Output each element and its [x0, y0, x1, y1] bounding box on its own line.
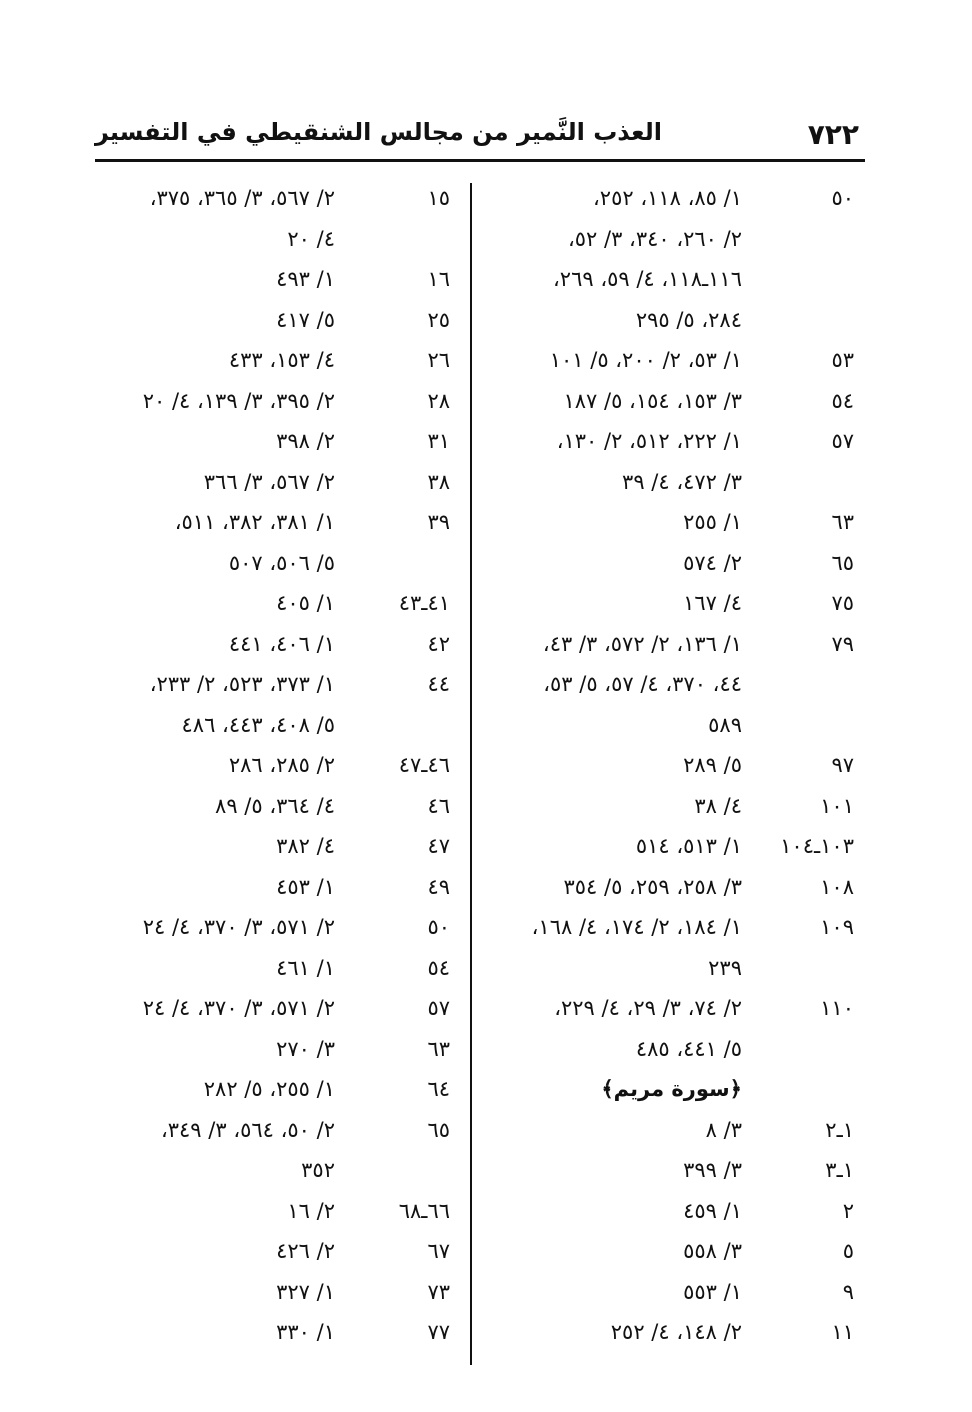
page-references: ١/ ٤٦١ [276, 955, 335, 980]
page-references: ٤/ ٢٠ [287, 226, 335, 251]
page-references: ٢/ ٥٦٧، ٣/ ٣٦٥، ٣٧٥، [149, 186, 335, 210]
left-index-row [0, 705, 972, 745]
verse-number: ١٦ [427, 267, 450, 291]
verse-number: ٣١ [427, 429, 450, 453]
verse-number [370, 543, 450, 583]
verse-number: ٧٣ [427, 1279, 450, 1304]
left-index-row [0, 381, 972, 421]
left-index-row [0, 1191, 972, 1231]
page-references: ٣/ ٥٥٨ [683, 1239, 742, 1263]
page-references: ١/ ٥٣، ٢/ ٢٠٠، ٥/ ١٠١ [549, 348, 742, 372]
page-references: ٣٥٢ [301, 1158, 335, 1182]
verse-number: ٤٦ـ٤٧ [398, 753, 450, 777]
page-references: ٢٣٩ [708, 955, 742, 980]
page-references: ٤/ ١٥٣، ٤٣٣ [228, 348, 335, 372]
page-references: ٢/ ١٤٨، ٤/ ٢٥٢ [610, 1320, 742, 1344]
page-references: ١/ ٤٥٣ [276, 874, 335, 899]
verse-number [370, 705, 450, 745]
page-references: ٥/ ٥٠٦، ٥٠٧ [228, 550, 335, 575]
page-references: ٢/ ٥٧٤ [683, 550, 742, 575]
left-index-row [0, 543, 972, 583]
page-references: ٢/ ٥٧١، ٣/ ٣٧٠، ٤/ ٢٤ [142, 915, 335, 939]
verse-number: ٥٧ [831, 429, 854, 453]
verse-number: ٥٤ [427, 955, 450, 980]
verse-number: ٥٠ [831, 186, 854, 210]
left-index-row [0, 340, 972, 380]
page-references: ٤/ ٣٨٢ [276, 834, 335, 858]
left-index-row [0, 502, 972, 542]
page-references: ١١٦ـ١١٨، ٤/ ٥٩، ٢٦٩، [553, 267, 742, 291]
left-index-row [0, 826, 972, 866]
page-references: ٣/ ٢٧٠ [276, 1036, 335, 1061]
verse-number: ٤٢ [427, 631, 450, 656]
page-references: ٥/ ٤١٧ [276, 307, 335, 332]
page-references: ٢/ ٢٦٠، ٣٤٠، ٣/ ٥٢، [567, 226, 742, 251]
verse-number: ٤٧ [427, 834, 450, 858]
left-index-row [0, 583, 972, 623]
verse-number: ٤٤ [427, 672, 450, 696]
verse-number: ١٠٨ [820, 874, 854, 899]
left-index-row [0, 907, 972, 947]
left-index-row [0, 664, 972, 704]
left-index-row [0, 786, 972, 826]
verse-number: ٢٨ [427, 388, 450, 413]
verse-number: ١ـ٢ [825, 1117, 854, 1142]
verse-number: ٦٧ [427, 1239, 450, 1263]
left-index-row [0, 1110, 972, 1150]
page-references: ١/ ٢٥٥، ٥/ ٢٨٢ [203, 1077, 335, 1101]
verse-number: ١٠٩ [820, 915, 854, 939]
left-index-row [0, 259, 972, 299]
verse-number [370, 219, 450, 259]
verse-number: ٣٨ [427, 469, 450, 494]
verse-number: ٦٦ـ٦٨ [398, 1198, 450, 1223]
page-references: ٤/ ٣٦٤، ٥/ ٨٩ [215, 793, 335, 818]
page-references: ٣/ ١٥٣، ١٥٤، ٥/ ١٨٧ [563, 388, 742, 413]
left-index-row [0, 1312, 972, 1352]
page-references: ١/ ١٨٤، ٢/ ١٧٤، ٤/ ١٦٨، [531, 915, 742, 939]
verse-number: ٥ [842, 1239, 854, 1263]
page-references: ٢/ ٧٤، ٣/ ٢٩، ٤/ ٢٢٩، [554, 996, 742, 1020]
verse-number: ١١٠ [820, 996, 854, 1020]
page-number: ٧٢٢ [807, 118, 859, 151]
header-rule [95, 159, 865, 162]
page-references: ٣/ ٣٩٩ [683, 1158, 742, 1182]
verse-number: ٢٥ [427, 307, 450, 332]
left-index-row [0, 988, 972, 1028]
page-references: ٣/ ٢٥٨، ٢٥٩، ٥/ ٣٥٤ [563, 874, 742, 899]
verse-number: ٣٩ [427, 510, 450, 534]
page-references: ١/ ١٣٦، ٢/ ٥٧٢، ٣/ ٤٣، [542, 631, 742, 656]
page-references: ١/ ٤٩٣ [276, 267, 335, 291]
verse-number: ٦٤ [427, 1077, 450, 1101]
page-references: ٢/ ٥٦٧، ٣/ ٣٦٦ [203, 469, 335, 494]
verse-number: ٦٣ [831, 510, 854, 534]
verse-number: ٧٥ [831, 591, 854, 615]
page-references: ١/ ٤٠٥ [276, 591, 335, 615]
verse-number: ٥٤ [831, 388, 854, 413]
left-index-row [0, 421, 972, 461]
left-index-row [0, 1272, 972, 1312]
left-index-row [0, 745, 972, 785]
left-index-row [0, 1231, 972, 1271]
verse-number: ١٠١ [820, 793, 854, 818]
page-references: ٤/ ٣٨ [694, 793, 742, 818]
left-index-row [0, 178, 972, 218]
page-references: ١/ ٢٥٥ [683, 510, 742, 534]
page-references: ٢٨٤، ٥/ ٢٩٥ [635, 307, 742, 332]
page-references: ١/ ٤٠٦، ٤٤١ [228, 631, 335, 656]
verse-number: ١١ [831, 1320, 854, 1344]
page-references: ٥/ ٢٨٩ [683, 753, 742, 777]
left-index-row [0, 948, 972, 988]
page-references: ١/ ٥١٣، ٥١٤ [635, 834, 742, 858]
page-references: ٣/ ٤٧٢، ٤/ ٣٩ [622, 469, 742, 494]
page-references: ٤٤، ٣٧٠، ٤/ ٥٧، ٥/ ٥٣، [543, 672, 742, 696]
left-index-row [0, 462, 972, 502]
verse-number: ٤٩ [427, 874, 450, 899]
verse-number: ٥٠ [427, 915, 450, 939]
verse-number: ٩٧ [831, 753, 854, 777]
verse-number: ١ـ٣ [825, 1158, 854, 1182]
page-references: ٤/ ١٦٧ [683, 591, 742, 615]
page-references: ٢/ ١٦ [287, 1198, 335, 1223]
surah-heading: ﴿سورة مريم﴾ [601, 1077, 742, 1101]
left-index-row [0, 867, 972, 907]
verse-number: ٥٣ [831, 348, 854, 372]
verse-number: ٤٦ [427, 793, 450, 818]
page-references: ٣/ ٨ [705, 1117, 742, 1142]
verse-number: ٢٦ [427, 348, 450, 372]
page-references: ١/ ٤٥٩ [683, 1198, 742, 1223]
verse-number: ٤١ـ٤٣ [398, 591, 450, 615]
verse-number: ٦٥ [831, 550, 854, 575]
verse-number: ٧٩ [831, 631, 854, 656]
verse-number: ٥٧ [427, 996, 450, 1020]
verse-number: ٢ [842, 1198, 854, 1223]
page-references: ١/ ٣٢٧ [276, 1279, 335, 1304]
verse-number: ٧٧ [427, 1320, 450, 1344]
page-header [95, 112, 865, 160]
verse-number: ١٠٣ـ١٠٤ [780, 834, 854, 858]
left-index-row [0, 1069, 972, 1109]
book-title: العذب النَّمير من مجالس الشنقيطي في التفسير [95, 118, 662, 146]
page-references: ١/ ٣٧٣، ٥٢٣، ٢/ ٢٣٣، [149, 672, 335, 696]
left-index-row [0, 1029, 972, 1069]
verse-number: ١٥ [427, 186, 450, 210]
verse-number: ٩ [842, 1279, 854, 1304]
left-index-row [0, 1150, 972, 1190]
page-references: ٥/ ٤٠٨، ٤٤٣، ٤٨٦ [181, 712, 335, 737]
page-references: ٢/ ٤٢٦ [276, 1239, 335, 1263]
page-references: ٢/ ٣٩٥، ٣/ ١٣٩، ٤/ ٢٠ [142, 388, 335, 413]
verse-number [370, 1150, 450, 1190]
page-references: ٢/ ٥٠، ٥٦٤، ٣/ ٣٤٩، [160, 1117, 335, 1142]
page-references: ١/ ٥٥٣ [683, 1279, 742, 1304]
page-references: ٢/ ٥٧١، ٣/ ٣٧٠، ٤/ ٢٤ [142, 996, 335, 1020]
page-references: ١/ ٣٣٠ [276, 1320, 335, 1344]
page-references: ٥٨٩ [708, 712, 742, 737]
verse-number: ٦٥ [427, 1117, 450, 1142]
page-references: ١/ ٣٨١، ٣٨٢، ٥١١، [174, 510, 335, 534]
page-references: ٥/ ٤٤١، ٤٨٥ [635, 1036, 742, 1061]
left-index-row [0, 300, 972, 340]
page-references: ١/ ٢٢٢، ٥١٢، ٢/ ١٣٠، [556, 429, 742, 453]
page-references: ١/ ٨٥، ١١٨، ٢٥٢، [593, 186, 742, 210]
page-references: ٢/ ٣٩٨ [276, 429, 335, 453]
page-references: ٢/ ٢٨٥، ٢٨٦ [228, 753, 335, 777]
verse-number: ٦٣ [427, 1036, 450, 1061]
left-index-row [0, 219, 972, 259]
left-index-row [0, 624, 972, 664]
